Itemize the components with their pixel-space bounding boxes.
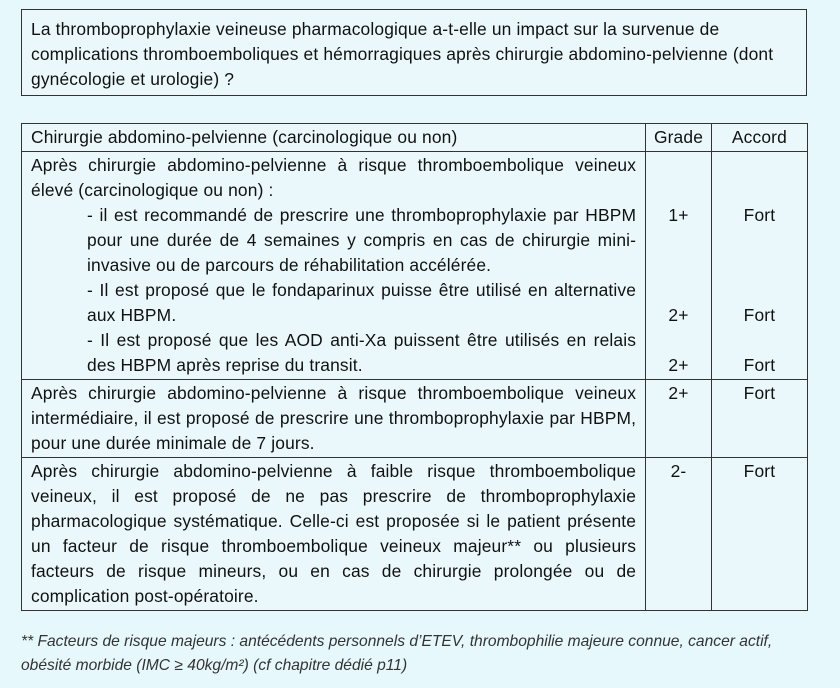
- row3-main-cell: Après chirurgie abdomino-pelvienne à faible risque thromboembolique veineux, il est proposé de ne pas prescrire de thromboprophylaxie pharmacologique systématique. Celle-ci est proposée si le patient présente un facteur de risque thromboembolique veineux majeur** ou plusieurs facteurs de risque mineurs, ou en cas de chirurgie prolongée ou de complication post-opératoire.: [22, 458, 646, 611]
- row1-grade-2: 2+: [668, 305, 689, 325]
- question-box: [21, 9, 807, 96]
- row1-accord-3: Fort: [743, 355, 776, 375]
- row2-main-cell: Après chirurgie abdomino-pelvienne à risque thromboembolique veineux intermédiaire, il est proposé de prescrire une thromboprophylaxie par HBPM, pour une durée minimale de 7 jours.: [22, 380, 646, 458]
- row1-intro: Après chirurgie abdomino-pelvienne à risque thromboembolique veineux élevé (carcinologique ou non) :: [31, 155, 637, 200]
- table-row: [22, 152, 808, 380]
- table-header-row: [22, 124, 808, 152]
- row1-item-2: - Il est proposé que le fondaparinux puisse être utilisé en alternative aux HBPM.: [87, 280, 637, 325]
- row1-grade-cell: [646, 152, 712, 380]
- table-row: [22, 458, 808, 611]
- row1-accord-1: Fort: [743, 205, 776, 225]
- row3-grade: 2-: [646, 458, 712, 611]
- row1-main-cell: [22, 152, 646, 380]
- row2-grade: 2+: [646, 380, 712, 458]
- row1-accord-cell: [711, 152, 807, 380]
- header-grade: Grade: [646, 124, 712, 152]
- row1-accord-2: Fort: [743, 305, 776, 325]
- row2-accord: Fort: [711, 380, 807, 458]
- footnote: ** Facteurs de risque majeurs : antécédents personnels d’ETEV, thrombophilie majeure connue, cancer actif, obésité morbide (IMC ≥ 40kg/m²) (cf chapitre dédié p11): [21, 633, 773, 674]
- question-text: La thromboprophylaxie veineuse pharmacologique a-t-elle un impact sur la survenue de complications thromboemboliques et hémorragiques après chirurgie abdomino-pelvienne (dont gynécologie et urologie) ?: [31, 19, 774, 89]
- header-accord: Accord: [711, 124, 807, 152]
- row1-grade-1: 1+: [668, 205, 689, 225]
- row3-accord: Fort: [711, 458, 807, 611]
- row1-item-1: - il est recommandé de prescrire une thromboprophylaxie par HBPM pour une durée de 4 semaines y compris en cas de chirurgie mini-invasive ou de parcours de réhabilitation accélérée.: [87, 205, 637, 275]
- recommendation-table: [21, 123, 808, 611]
- table-row: [22, 380, 808, 458]
- header-main: Chirurgie abdomino-pelvienne (carcinologique ou non): [22, 124, 646, 152]
- row1-grade-3: 2+: [668, 355, 689, 375]
- row1-item-3: - Il est proposé que les AOD anti-Xa puissent être utilisés en relais des HBPM après reprise du transit.: [87, 330, 637, 375]
